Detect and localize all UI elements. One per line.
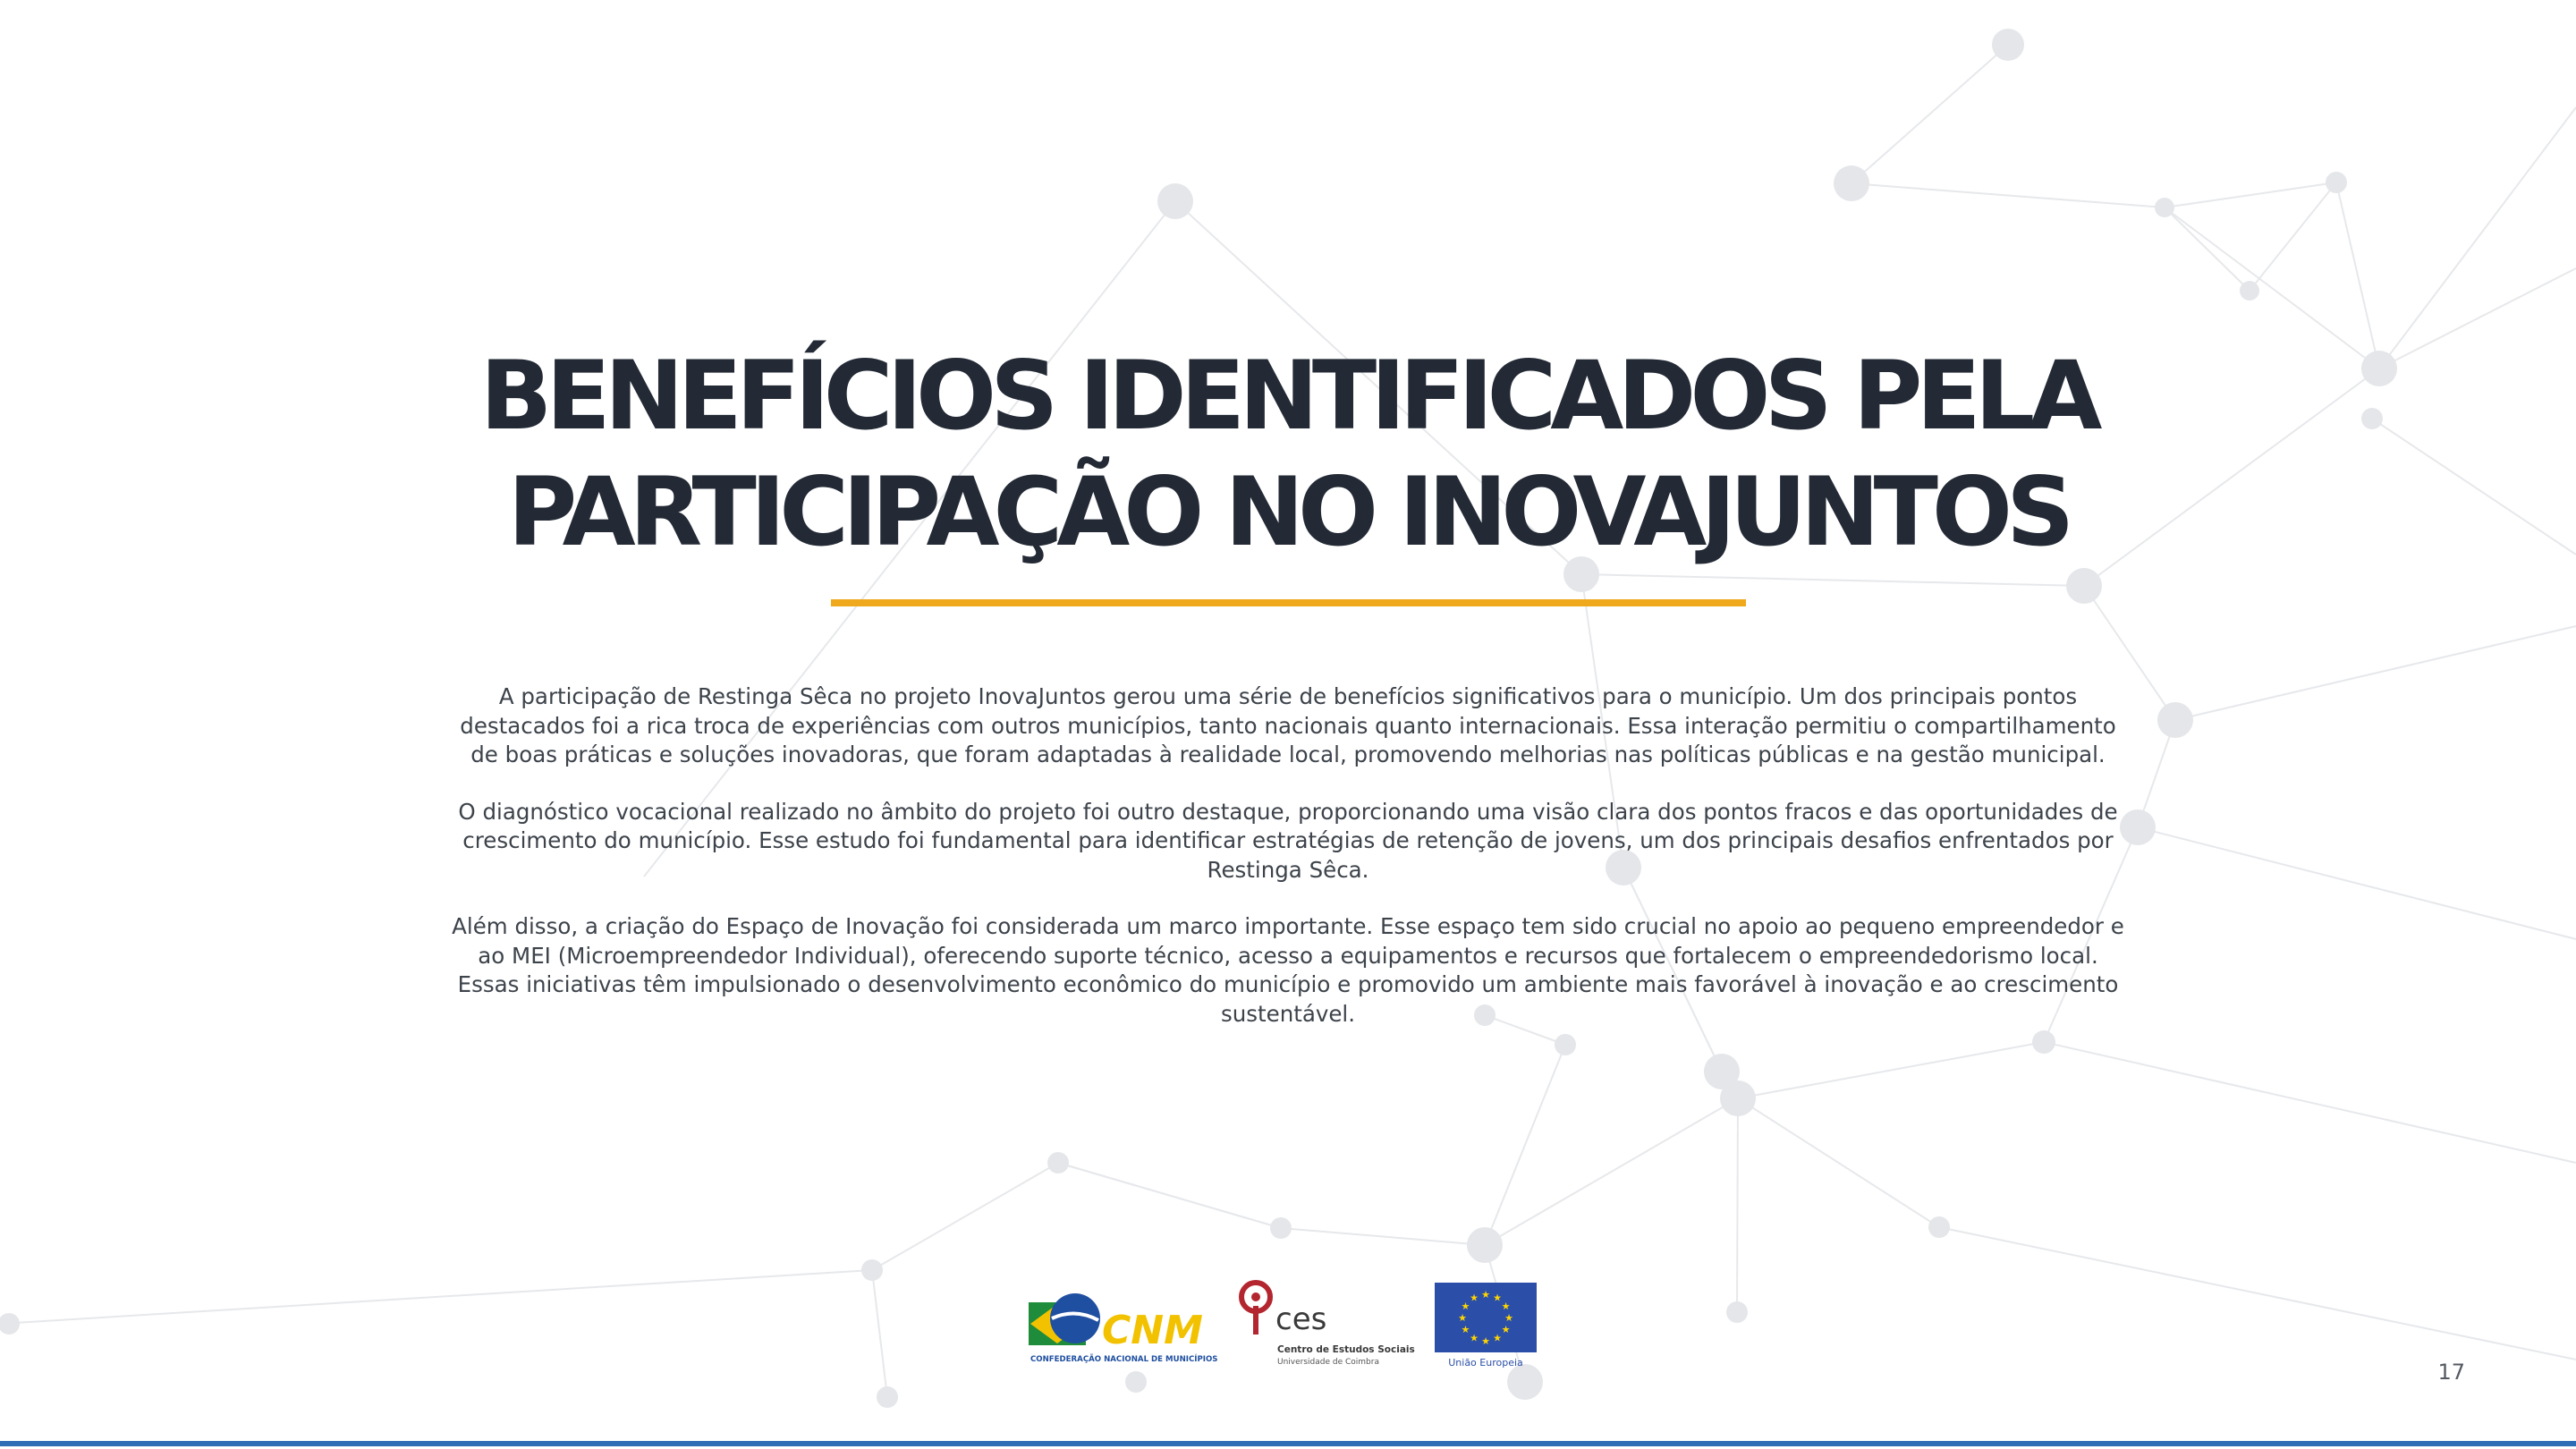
- eu-star-icon: ★: [1493, 1292, 1502, 1304]
- svg-text:ces: ces: [1275, 1301, 1327, 1337]
- eu-star-icon: ★: [1481, 1335, 1490, 1347]
- eu-star-icon: ★: [1470, 1292, 1479, 1304]
- bottom-bar: [0, 1441, 2576, 1446]
- ces-logo: [1236, 1279, 1415, 1368]
- title-line-2: PARTICIPAÇÃO NO INOVAJUNTOS: [507, 457, 2069, 567]
- body-text: [452, 682, 2124, 1056]
- cnm-logo: [1029, 1292, 1218, 1365]
- svg-text:Centro de Estudos Sociais: Centro de Estudos Sociais: [1277, 1344, 1415, 1355]
- eu-logo: [1433, 1283, 1538, 1368]
- svg-text:União Europeia: União Europeia: [1448, 1357, 1523, 1368]
- partner-logos: [1029, 1279, 1547, 1368]
- slide-title: [0, 338, 2576, 571]
- eu-star-icon: ★: [1461, 1301, 1470, 1312]
- eu-star-icon: ★: [1501, 1301, 1511, 1312]
- eu-star-icon: ★: [1493, 1332, 1502, 1344]
- eu-star-icon: ★: [1470, 1332, 1479, 1344]
- page-number: 17: [2437, 1360, 2465, 1385]
- svg-text:Universidade de Coimbra: Universidade de Coimbra: [1277, 1358, 1379, 1367]
- title-underline: [831, 599, 1746, 606]
- paragraph-3: Além disso, a criação do Espaço de Inovação foi considerada um marco importante. Esse espaço tem sido crucial no apoio ao pequeno empreendedor e ao MEI (Microempreendedor Individual), oferecendo suporte técnico, acesso a equipamentos e recursos que fortalecem o empreendedorismo local. Essas iniciativas têm impulsionado o desenvolvimento econômico do município e promovido um ambiente mais favorável à inovação e ao crescimento sustentável.: [452, 913, 2124, 1027]
- svg-text:CONFEDERAÇÃO NACIONAL DE MUNIC: CONFEDERAÇÃO NACIONAL DE MUNICÍPIOS: [1030, 1355, 1218, 1364]
- title-line-1: BENEFÍCIOS IDENTIFICADOS PELA: [479, 341, 2097, 451]
- paragraph-2: O diagnóstico vocacional realizado no âmbito do projeto foi outro destaque, proporcionando uma visão clara dos pontos fracos e das oportunidades de crescimento do município. Esse estudo foi fundamental para identificar estratégias de retenção de jovens, um dos principais desafios enfrentados por Restinga Sêca.: [458, 798, 2118, 883]
- eu-star-icon: ★: [1501, 1324, 1511, 1335]
- eu-star-icon: ★: [1461, 1324, 1470, 1335]
- svg-text:CNM: CNM: [1102, 1308, 1203, 1353]
- eu-star-icon: ★: [1504, 1312, 1513, 1324]
- paragraph-1: A participação de Restinga Sêca no projeto InovaJuntos gerou uma série de benefícios significativos para o município. Um dos principais pontos destacados foi a rica troca de experiências com outros municípios, tanto nacionais quanto internacionais. Essa interação permitiu o compartilhamento de boas práticas e soluções inovadoras, que foram adaptadas à realidade local, promovendo melhorias nas políticas públicas e na gestão municipal.: [460, 683, 2116, 767]
- eu-star-icon: ★: [1481, 1289, 1490, 1301]
- eu-star-icon: ★: [1458, 1312, 1467, 1324]
